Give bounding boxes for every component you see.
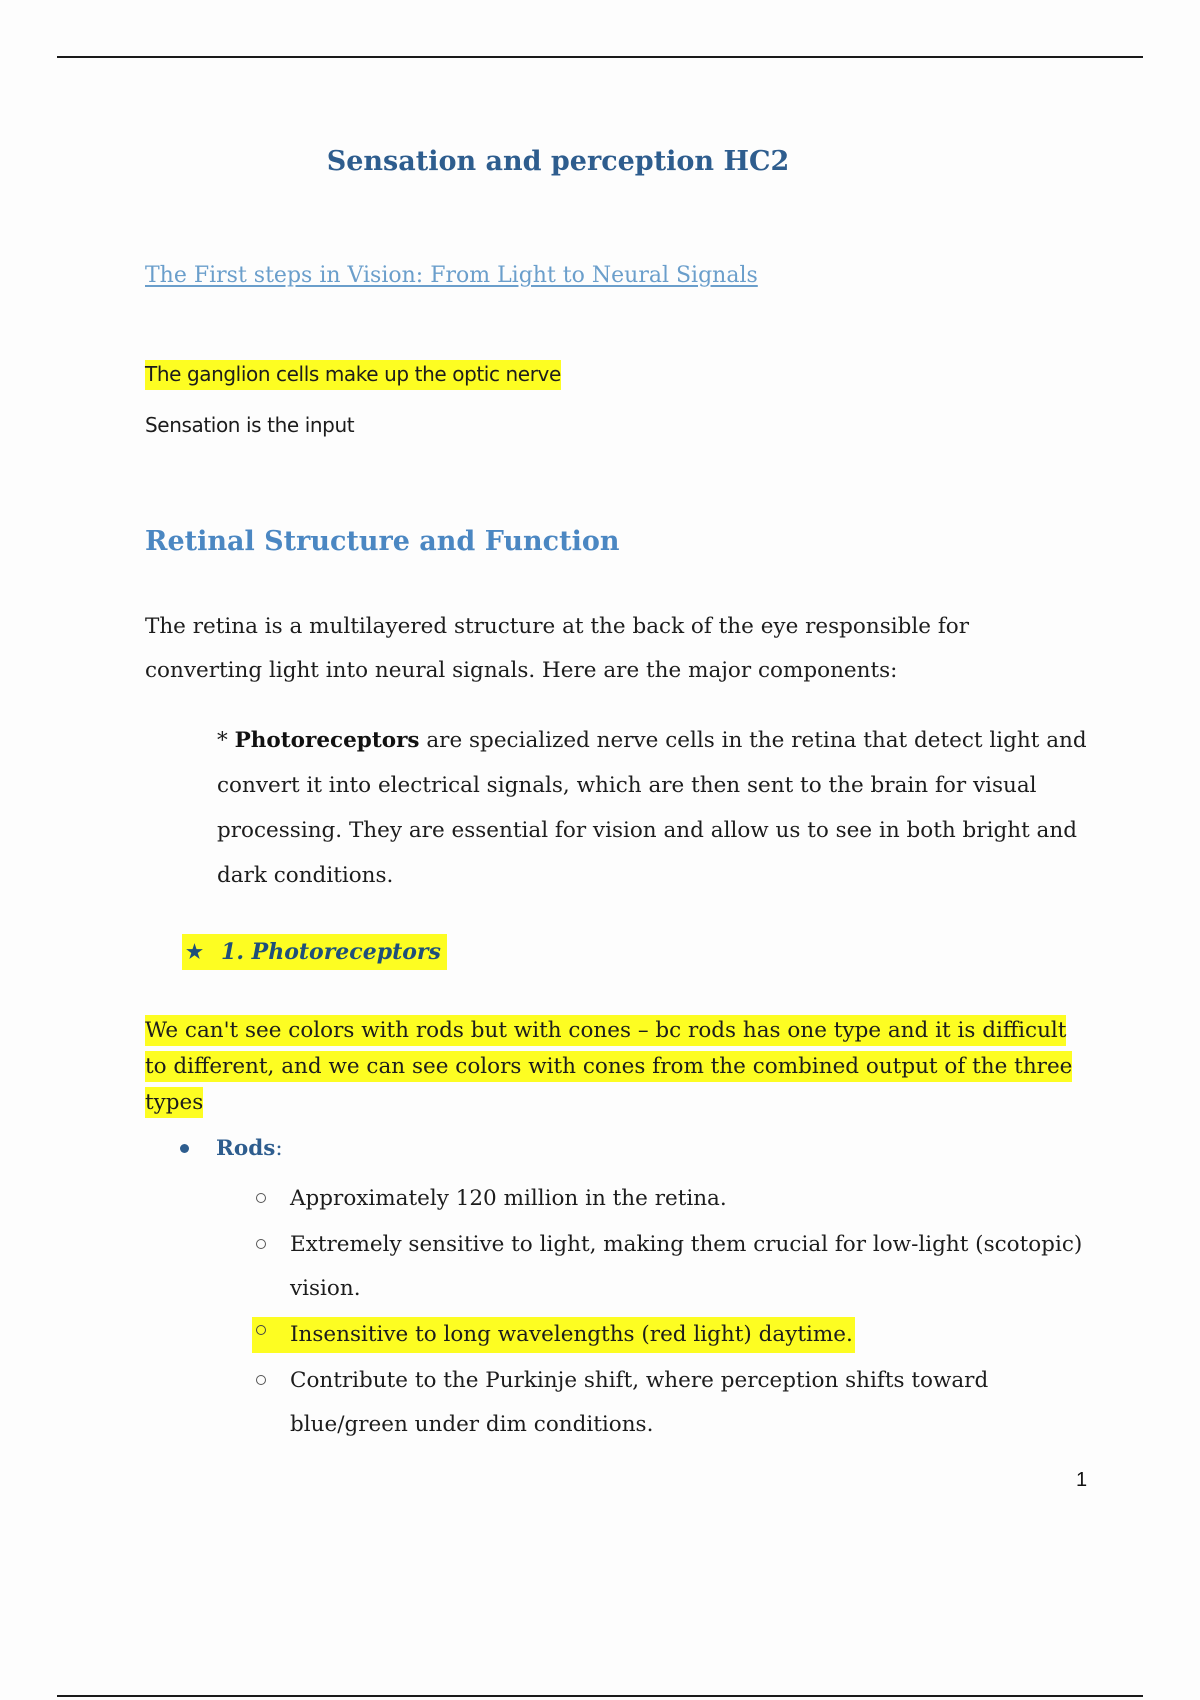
- page-number: 1: [1076, 1469, 1088, 1491]
- numbered-heading-text: 1. Photoreceptors: [221, 939, 441, 965]
- rods-colon: :: [275, 1136, 283, 1161]
- note-ganglion-text: The ganglion cells make up the optic nerve: [145, 360, 561, 390]
- section-heading: Retinal Structure and Function: [145, 526, 620, 557]
- rods-item: [180, 1136, 283, 1161]
- note-bold-term: Photoreceptors: [234, 728, 420, 753]
- circle-bullet-icon: [256, 1325, 266, 1335]
- intro-paragraph: The retina is a multilayered structure at the back of the eye responsible for converting light into neural signals. Here are the major components:: [145, 614, 970, 683]
- photoreceptor-note: [217, 718, 1087, 898]
- rods-sublist: [252, 1177, 1112, 1447]
- note-ganglion: [145, 362, 561, 386]
- bullet-icon: [180, 1144, 189, 1153]
- list-item: [252, 1359, 1112, 1447]
- highlight-paragraph-text: We can't see colors with rods but with cones – bc rods has one type and it is difficult to different, and we can see colors with cones from the combined output of the three types: [145, 1015, 1072, 1118]
- note-body: are specialized nerve cells in the retina that detect light and convert it into electrical signals, which are then sent to the brain for visual processing. They are essential for vision and allow us to see in both bright and dark conditions.: [217, 728, 1087, 888]
- list-item: [252, 1223, 1112, 1311]
- list-item-highlighted: [252, 1313, 1112, 1357]
- highlight-paragraph: [145, 1013, 1085, 1121]
- list-item-text: Extremely sensitive to light, making them crucial for low-light (scotopic) vision.: [290, 1232, 1083, 1301]
- list-item-text: Approximately 120 million in the retina.: [290, 1186, 727, 1211]
- list-item: [252, 1177, 1112, 1221]
- rods-label: Rods: [216, 1136, 276, 1161]
- note-sensation: Sensation is the input: [145, 413, 355, 437]
- circle-bullet-icon: [256, 1193, 266, 1203]
- circle-bullet-icon: [256, 1375, 266, 1385]
- list-item-text: Insensitive to long wavelengths (red light) daytime.: [290, 1322, 853, 1347]
- header-rule: [57, 56, 1143, 58]
- star-icon: ★: [186, 941, 204, 963]
- footer-rule: [57, 1695, 1143, 1697]
- circle-bullet-icon: [256, 1239, 266, 1249]
- numbered-heading: [182, 934, 447, 970]
- subtitle-link[interactable]: The First steps in Vision: From Light to Neural Signals: [145, 263, 758, 288]
- highlight-wrap: [252, 1317, 855, 1353]
- list-item-text: Contribute to the Purkinje shift, where perception shifts toward blue/green under dim conditions.: [290, 1368, 989, 1437]
- note-prefix: *: [217, 728, 235, 753]
- page-title: Sensation and perception HC2: [326, 146, 790, 177]
